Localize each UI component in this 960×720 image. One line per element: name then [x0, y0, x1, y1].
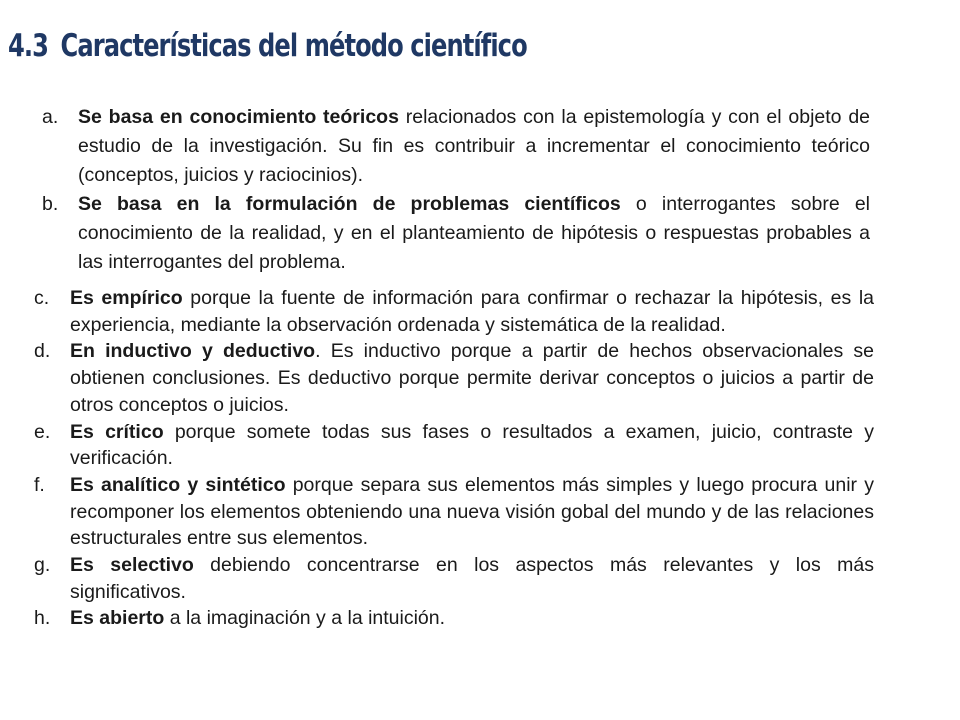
list-item-text: o interrogantes sobre el conocimiento de la realidad, y en el planteamiento de hipótesis o respuestas probables a las interrogantes del problema. [78, 193, 870, 273]
title-text: Características del método científico [60, 28, 527, 64]
list-item-body [70, 472, 874, 552]
list-marker: e. [34, 420, 51, 443]
list-item-text: porque la fuente de información para confirmar o rechazar la hipótesis, es la experiencia, mediante la observación ordenada y sistemática de la realidad. [70, 287, 874, 336]
list-item-body [70, 338, 874, 418]
list-item-text: a la imaginación y a la intuición. [164, 607, 446, 630]
page-title [8, 28, 527, 64]
list-marker: a. [42, 106, 59, 128]
list-item-e [34, 419, 874, 472]
list-item-body [78, 190, 870, 277]
list-item-lead: Es abierto [70, 607, 165, 630]
list-marker: b. [42, 193, 59, 215]
list-item-text: porque separa sus elementos más simples y luego procura unir y recomponer los elementos obteniendo una nueva visión gobal del mundo y de las relaciones estructurales entre sus elementos. [70, 473, 874, 550]
list-item-d [34, 338, 874, 418]
list-item-lead: Es selectivo [70, 554, 194, 577]
list-item-f [34, 472, 874, 552]
list-item-body [70, 605, 874, 632]
list-item-g [34, 552, 874, 605]
list-item-body [70, 552, 874, 605]
list-item-body [78, 103, 870, 190]
list-item-h [34, 605, 874, 632]
list-item-b [42, 190, 870, 277]
list-item-text: . Es inductivo porque a partir de hechos observacionales se obtienen conclusiones. Es deductivo porque permite derivar conceptos o juicios a partir de otros conceptos o juicios. [70, 340, 874, 416]
characteristics-list-ab [42, 103, 870, 277]
list-item-lead: Es empírico [70, 287, 183, 309]
list-item-body [70, 285, 874, 338]
list-item-body [70, 419, 874, 472]
list-item-lead: Se basa en conocimiento teóricos [78, 106, 399, 128]
list-item-lead: Es crítico [70, 420, 164, 443]
list-item-a [42, 103, 870, 190]
list-item-text: debiendo concentrarse en los aspectos más relevantes y los más significativos. [70, 554, 875, 603]
list-marker: f. [34, 473, 45, 496]
list-item-text: porque somete todas sus fases o resultados a examen, juicio, contraste y verificación. [70, 420, 874, 470]
list-marker: c. [34, 287, 50, 309]
list-item-text: relacionados con la epistemología y con el objeto de estudio de la investigación. Su fin es contribuir a incrementar el conocimiento teórico (conceptos, juicios y raciocinios). [78, 106, 871, 186]
list-item-lead: Es analítico y sintético [70, 473, 286, 496]
characteristics-list-ch [34, 285, 874, 632]
list-item-c [34, 285, 874, 338]
list-marker: g. [34, 554, 51, 577]
list-marker: h. [34, 607, 51, 630]
list-item-lead: Se basa en la formulación de problemas científicos [78, 193, 621, 215]
list-item-lead: En inductivo y deductivo [70, 340, 316, 363]
list-marker: d. [34, 340, 51, 363]
section-number: 4.3 [8, 28, 49, 64]
